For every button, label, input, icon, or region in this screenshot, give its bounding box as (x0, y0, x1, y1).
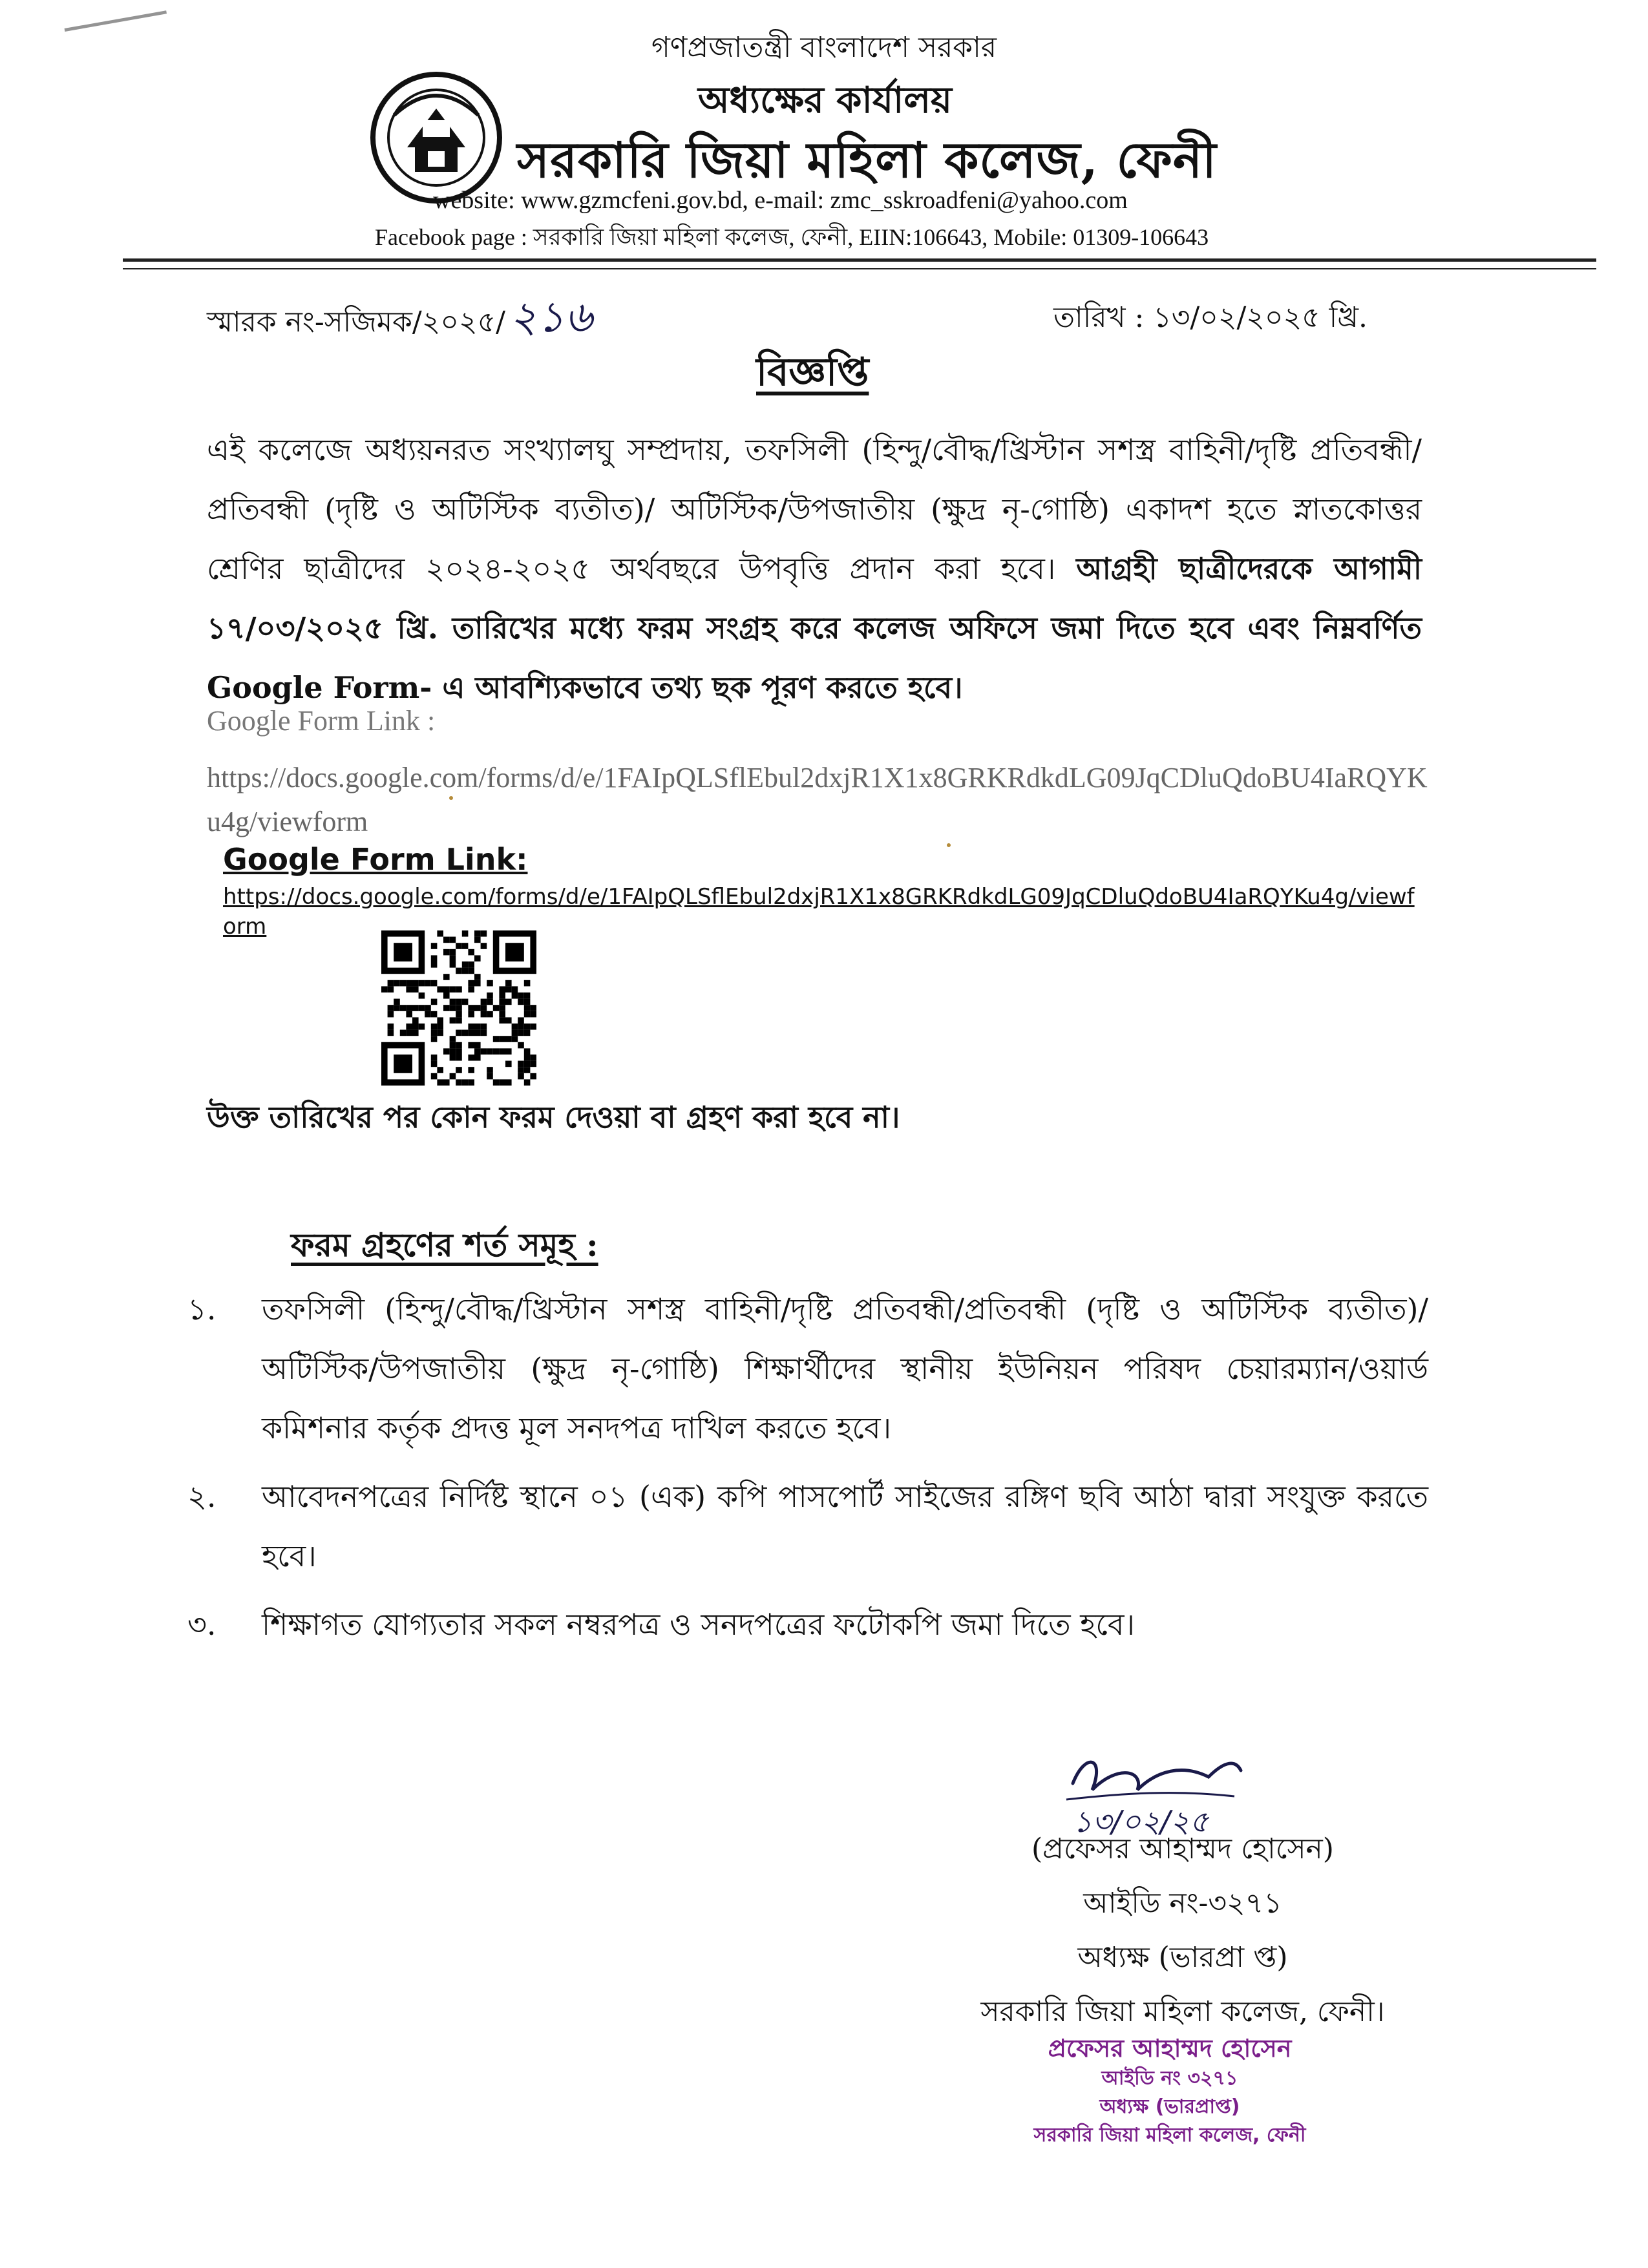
header-divider-thick (123, 258, 1596, 262)
condition-number: ২. (187, 1479, 217, 1514)
notice-paragraph-regular: এই কলেজে অধ্যয়নরত সংখ্যালঘু সম্প্রদায়, তফসিলী (হিন্দু/বৌদ্ধ/খ্রিস্টান সশস্ত্র বাহিনী/দৃষ্টি প্রতিবন্ধী/প্রতিবন্ধী (দৃষ্টি ও অটিস্টিক ব্যতীত)/ অটিস্টিক/উপজাতীয় (ক্ষুদ্র নৃ-গোষ্ঠি) একাদশ হতে স্নাতকোত্তর শ্রেণির ছাত্রীদের ২০২৪-২০২৫ অর্থবছরে উপবৃত্তি প্রদান করা হবে। (207, 432, 1422, 586)
condition-item (174, 1595, 1428, 1654)
signatory-institution: সরকারি জিয়া মহিলা কলেজ, ফেনী। (980, 1995, 1385, 2028)
office-heading: অধ্যক্ষের কার্যালয় (698, 79, 952, 121)
seal-designation: অধ্যক্ষ (ভারপ্রাপ্ত) (1099, 2095, 1240, 2118)
college-crest-icon (368, 70, 504, 205)
seal-id: আইডি নং ৩২৭১ (1101, 2067, 1238, 2090)
condition-text: আবেদনপত্রের নির্দিষ্ট স্থানে ০১ (এক) কপি পাসপোর্ট সাইজের রঙ্গিণ ছবি আঠা দ্বারা সংযুক্ত করতে হবে। (262, 1479, 1428, 1573)
conditions-list (174, 1279, 1428, 1663)
notice-title: বিজ্ঞপ্তি (756, 350, 869, 395)
condition-number: ৩. (187, 1607, 217, 1642)
condition-number: ১. (187, 1292, 217, 1327)
condition-text: শিক্ষাগত যোগ্যতার সকল নম্বরপত্র ও সনদপত্রের ফটোকপি জমা দিতে হবে। (262, 1607, 1135, 1642)
condition-item (174, 1467, 1428, 1586)
contact-facebook-eiin-mobile: Facebook page : সরকারি জিয়া মহিলা কলেজ, ফেনী, EIIN:106643, Mobile: 01309-106643 (375, 224, 1209, 250)
signatory-name: (প্রফেসর আহাম্মদ হোসেন) (1031, 1832, 1334, 1865)
condition-text: তফসিলী (হিন্দু/বৌদ্ধ/খ্রিস্টান সশস্ত্র বাহিনী/দৃষ্টি প্রতিবন্ধী/প্রতিবন্ধী (দৃষ্টি ও অটিস্টিক ব্যতীত)/ অটিস্টিক/উপজাতীয় (ক্ষুদ্র নৃ-গোষ্ঠি) শিক্ষার্থীদের স্থানীয় ইউনিয়ন পরিষদ চেয়ারম্যান/ওয়ার্ড কমিশনার কর্তৃক প্রদত্ত মূল সনদপত্র দাখিল করতে হবে। (262, 1292, 1428, 1445)
conditions-title: ফরম গ্রহণের শর্ত সমূহ : (291, 1226, 598, 1264)
contact-website-email: website: www.gzmcfeni.gov.bd, e-mail: zmc_sskroadfeni@yahoo.com (433, 187, 1128, 214)
memo-handwritten-number: ২১৬ (509, 292, 593, 342)
google-form-link-url[interactable]: https://docs.google.com/forms/d/e/1FAIpQLSflEbul2dxjR1X1x8GRKRdkdLG09JqCDluQdoBU4IaRQYKu4g/viewform (207, 762, 1428, 837)
college-name-heading: সরকারি জিয়া মহিলা কলেজ, ফেনী (517, 131, 1217, 189)
memo-date: তারিখ : ১৩/০২/২০২৫ খ্রি. (1053, 301, 1368, 334)
scan-speck (449, 796, 453, 800)
official-seal (931, 2032, 1409, 2150)
scan-speck (947, 843, 951, 847)
government-heading: গণপ্রজাতন্ত্রী বাংলাদেশ সরকার (651, 31, 997, 64)
memo-prefix: স্মারক নং-সজিমক/২০২৫/ (207, 306, 505, 339)
seal-name: প্রফেসর আহাম্মদ হোসেন (1048, 2034, 1292, 2063)
qr-code-icon[interactable] (381, 930, 536, 1086)
closing-statement: উক্ত তারিখের পর কোন ফরম দেওয়া বা গ্রহণ করা হবে না। (207, 1100, 900, 1135)
google-form-link-label-bold: Google Form Link: (223, 842, 528, 877)
seal-institution: সরকারি জিয়া মহিলা কলেজ, ফেনী (1033, 2124, 1306, 2147)
condition-item (174, 1279, 1428, 1458)
signatory-id: আইডি নং-৩২৭১ (1083, 1887, 1282, 1920)
notice-paragraph (207, 420, 1422, 717)
memo-number (207, 284, 593, 355)
signatory-designation: অধ্যক্ষ (ভারপ্রা প্ত) (1077, 1941, 1288, 1974)
signatory-block (956, 1822, 1409, 2039)
notice-paragraph-bold: আগ্রহী ছাত্রীদেরকে আগামী ১৭/০৩/২০২৫ খ্রি. তারিখের মধ্যে ফরম সংগ্রহ করে কলেজ অফিসে জমা দিতে হবে এবং নিম্নবর্ণিত Google Form- এ আবশ্যিকভাবে তথ্য ছক পূরণ করতে হবে। (207, 551, 1422, 705)
google-form-link-label: Google Form Link : (207, 705, 436, 737)
header-divider-thin (123, 268, 1596, 269)
google-form-link-hyperlink[interactable]: https://docs.google.com/forms/d/e/1FAIpQLSflEbul2dxjR1X1x8GRKRdkdLG09JqCDluQdoBU4IaRQYKu4g/viewform (223, 884, 1415, 940)
signature-handwritten-date: ১৩/০২/২৫ (1073, 1804, 1209, 1839)
